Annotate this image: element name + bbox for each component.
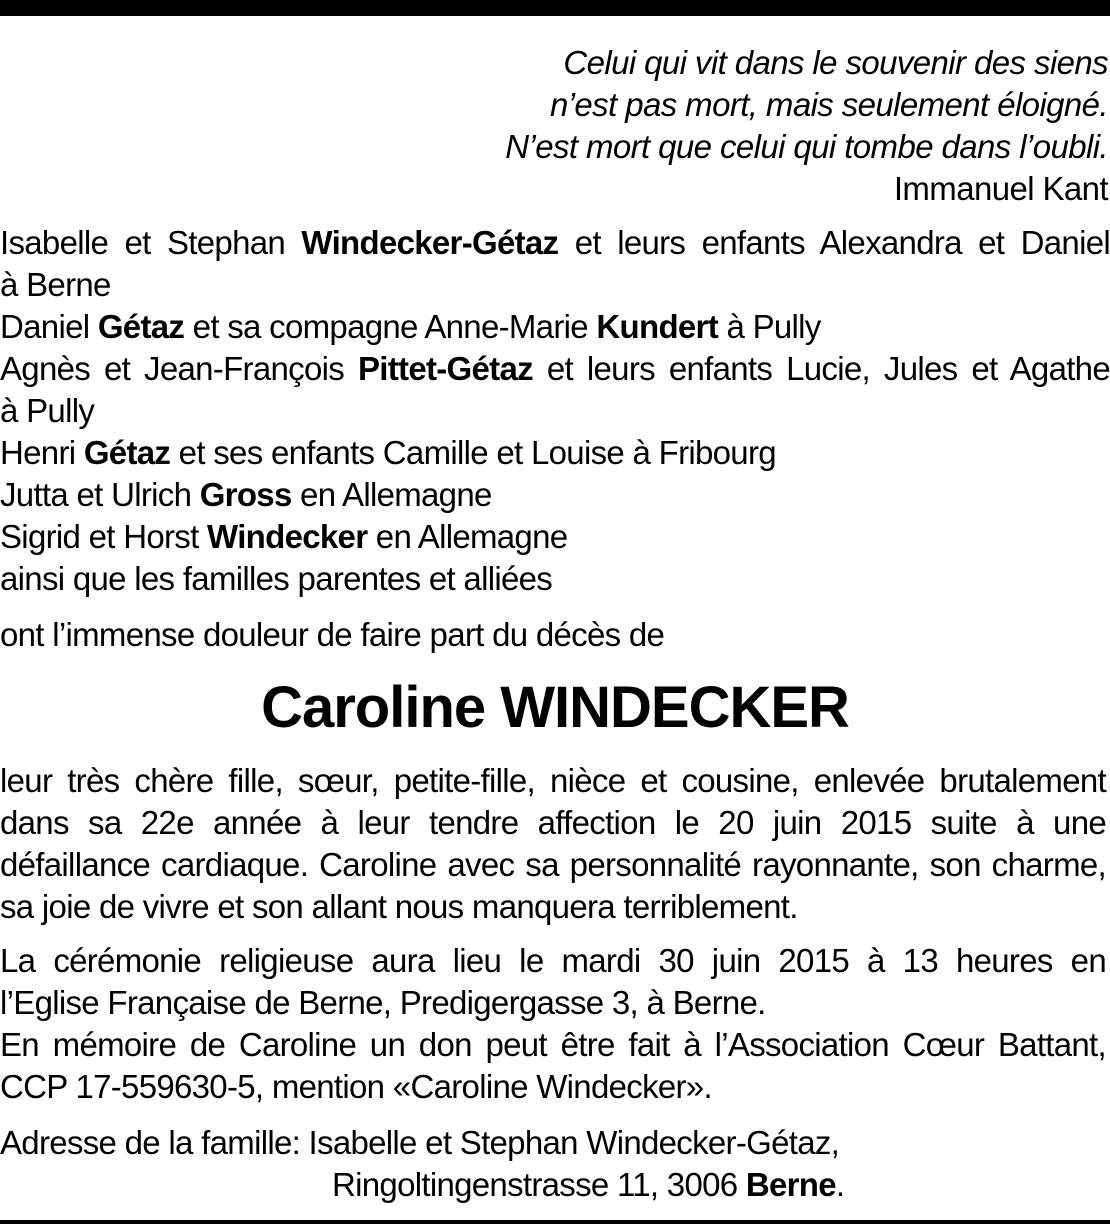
family-text: et leurs enfants Alexandra et Daniel <box>558 224 1110 261</box>
family-surname: Windecker-Gétaz <box>301 224 559 261</box>
family-line: ainsi que les familles parentes et alliées <box>0 560 553 597</box>
family-line <box>0 432 1110 474</box>
family-surname: Gétaz <box>97 308 185 345</box>
paragraph-line: l’Eglise Française de Berne, Predigergasse 3, à Berne. <box>0 984 766 1021</box>
family-text: et sa compagne Anne-Marie <box>184 308 597 345</box>
tribute-paragraph <box>0 760 1106 928</box>
paragraph-line: défaillance cardiaque. Caroline avec sa personnalité rayonnante, son charme, <box>0 846 1106 883</box>
paragraph-line: leur très chère fille, sœur, petite-fille, nièce et cousine, enlevée brutalement <box>0 762 1106 799</box>
paragraph-line: sa joie de vivre et son allant nous manquera terriblement. <box>0 888 798 925</box>
family-surname: Windecker <box>207 518 368 555</box>
family-surname: Pittet-Gétaz <box>357 350 533 387</box>
address-street: Ringoltingenstrasse 11, 3006 <box>332 1166 746 1203</box>
family-list <box>0 222 1110 600</box>
family-line <box>0 306 1110 348</box>
family-text: Daniel <box>0 308 98 345</box>
family-text: à Pully <box>717 308 821 345</box>
address-line <box>0 1164 844 1206</box>
quote-line: n’est pas mort, mais seulement éloigné. <box>549 86 1108 123</box>
paragraph-line: La cérémonie religieuse aura lieu le mardi 30 juin 2015 à 13 heures en <box>0 942 1106 979</box>
family-line <box>0 474 1110 516</box>
family-text: et ses enfants Camille et Louise à Fribourg <box>170 434 776 471</box>
epigraph-quote <box>505 42 1108 210</box>
announcement-text: ont l’immense douleur de faire part du décès de <box>0 616 665 653</box>
family-surname: Kundert <box>596 308 718 345</box>
family-text: en Allemagne <box>291 476 492 513</box>
paragraph-line: En mémoire de Caroline un don peut être fait à l’Association Cœur Battant, <box>0 1026 1106 1063</box>
ceremony-paragraph <box>0 940 1106 1108</box>
family-text: Henri <box>0 434 84 471</box>
family-text: en Allemagne <box>367 518 568 555</box>
top-border <box>0 0 1110 16</box>
address-line: Adresse de la famille: Isabelle et Stephan Windecker-Gétaz, <box>0 1124 840 1161</box>
family-surname: Gross <box>199 476 292 513</box>
address-punctuation: . <box>835 1166 845 1203</box>
paragraph-line: CCP 17-559630-5, mention «Caroline Windecker». <box>0 1068 712 1105</box>
family-text: Agnès et Jean-François <box>0 350 358 387</box>
family-text: Sigrid et Horst <box>0 518 208 555</box>
family-surname: Gétaz <box>83 434 171 471</box>
family-text: Jutta et Ulrich <box>0 476 200 513</box>
quote-line: Celui qui vit dans le souvenir des siens <box>563 44 1108 81</box>
quote-line: N’est mort que celui qui tombe dans l’oubli. <box>505 128 1108 165</box>
paragraph-line: dans sa 22e année à leur tendre affection le 20 juin 2015 suite à une <box>0 804 1106 841</box>
family-line: à Pully <box>0 392 95 429</box>
quote-author: Immanuel Kant <box>893 170 1108 207</box>
family-line <box>0 348 1110 390</box>
family-address <box>0 1122 844 1206</box>
family-line: à Berne <box>0 266 111 303</box>
bottom-border <box>0 1220 1110 1224</box>
deceased-name: Caroline WINDECKER <box>261 675 849 740</box>
family-text: et leurs enfants Lucie, Jules et Agathe <box>532 350 1110 387</box>
family-text: Isabelle et Stephan <box>0 224 302 261</box>
family-line <box>0 516 1110 558</box>
family-line <box>0 222 1110 264</box>
address-city: Berne <box>745 1166 836 1203</box>
